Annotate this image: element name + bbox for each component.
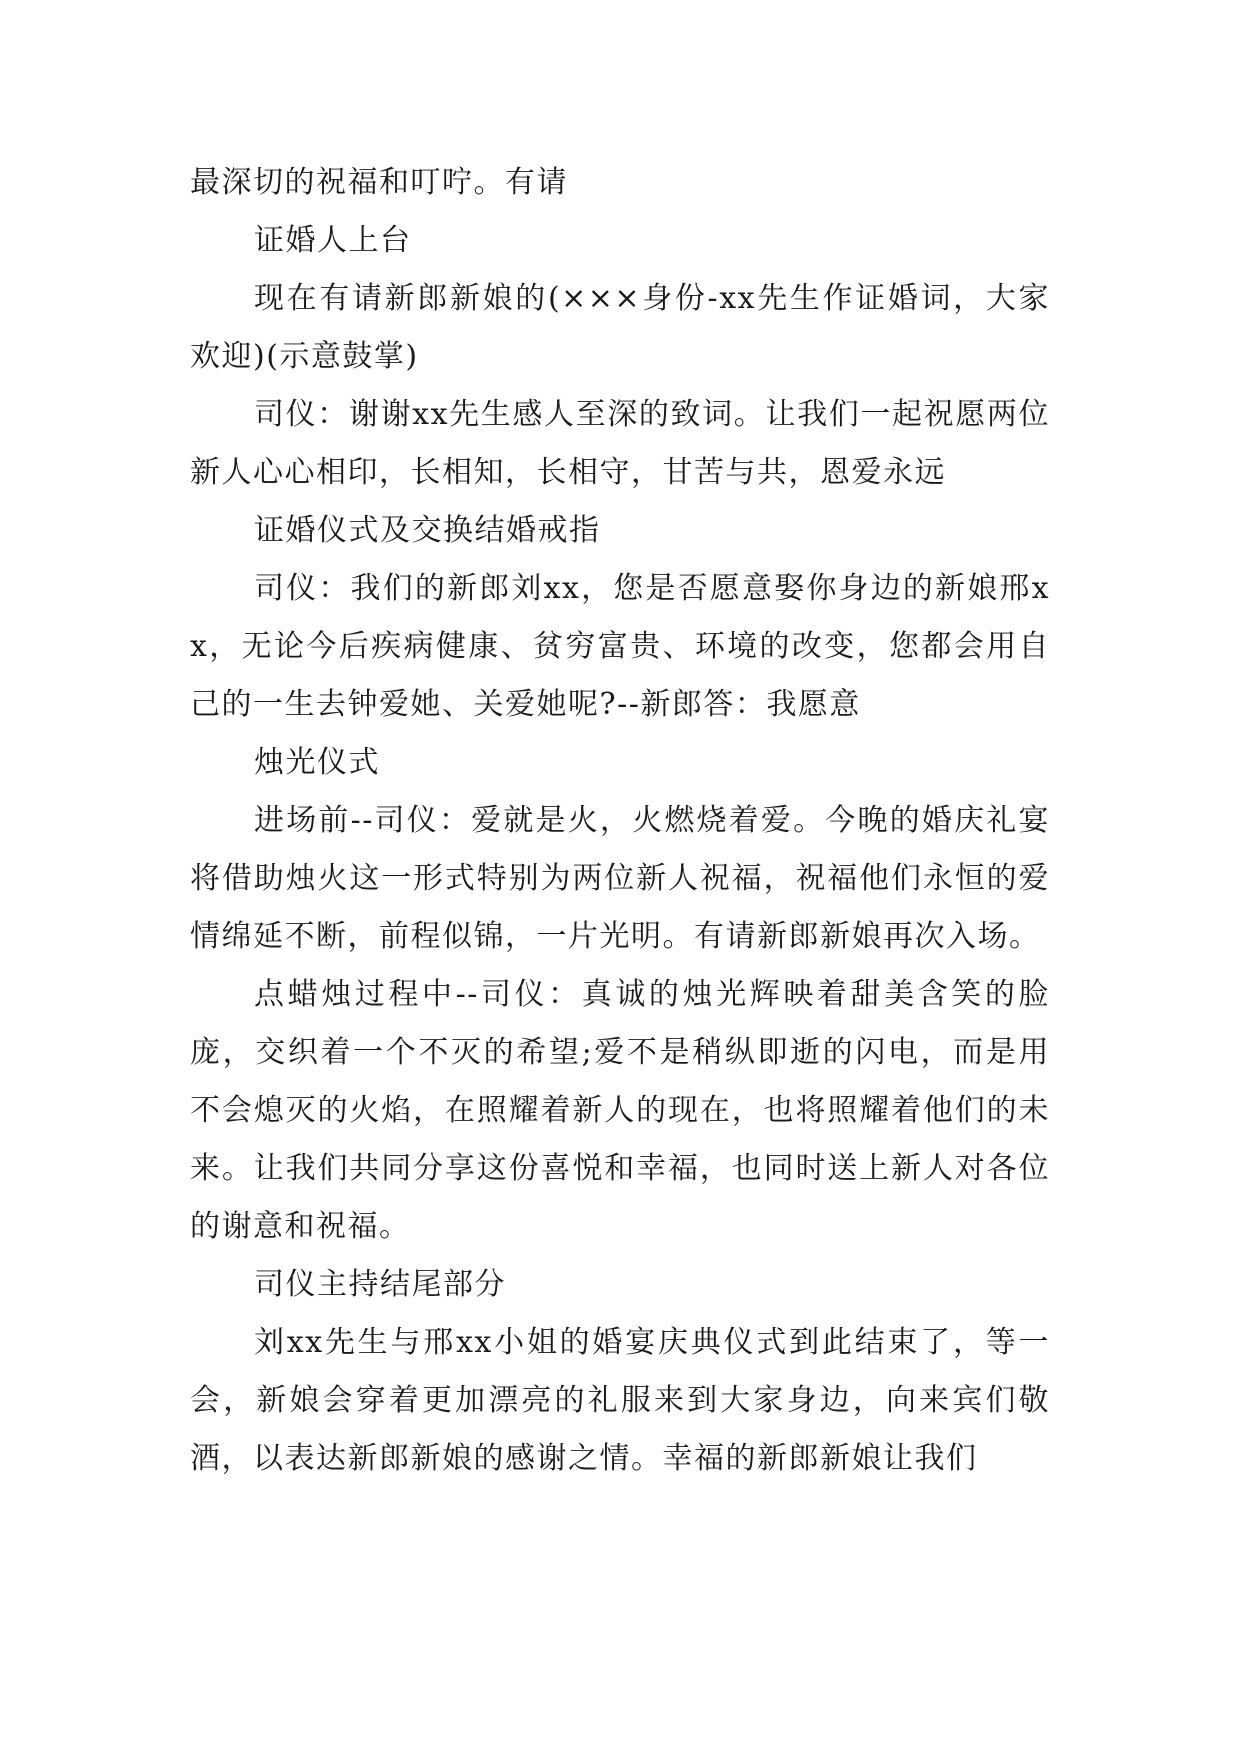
paragraph-7: 烛光仪式 — [254, 745, 380, 780]
paragraph-6: 司仪：我们的新郎刘xx，您是否愿意娶你身边的新娘邢xx，无论今后疾病健康、贫穷富贵、环境的改变，您都会用自己的一生去钟爱她、关爱她呢?--新郎答：我愿意 — [190, 571, 1050, 722]
paragraph-3: 现在有请新郎新娘的(×××身份-xx先生作证婚词，大家欢迎)(示意鼓掌) — [190, 281, 1050, 374]
paragraph-8: 进场前--司仪：爱就是火，火燃烧着爱。今晚的婚庆礼宴将借助烛火这一形式特别为两位新人祝福，祝福他们永恒的爱情绵延不断，前程似锦，一片光明。有请新郎新娘再次入场。 — [190, 803, 1050, 954]
paragraph-4: 司仪：谢谢xx先生感人至深的致词。让我们一起祝愿两位新人心心相印，长相知，长相守，甘苦与共，恩爱永远 — [190, 397, 1050, 490]
paragraph-9: 点蜡烛过程中--司仪：真诚的烛光辉映着甜美含笑的脸庞，交织着一个不灭的希望;爱不是稍纵即逝的闪电，而是用不会熄灭的火焰，在照耀着新人的现在，也将照耀着他们的未来。让我们共同分享这份喜悦和幸福，也同时送上新人对各位的谢意和祝福。 — [190, 977, 1050, 1244]
paragraph-1: 最深切的祝福和叮咛。有请 — [190, 165, 568, 200]
document-body — [190, 154, 1050, 1488]
paragraph-10: 司仪主持结尾部分 — [254, 1267, 506, 1302]
paragraph-11: 刘xx先生与邢xx小姐的婚宴庆典仪式到此结束了，等一会，新娘会穿着更加漂亮的礼服来到大家身边，向来宾们敬酒，以表达新郎新娘的感谢之情。幸福的新郎新娘让我们 — [190, 1325, 1050, 1476]
paragraph-2: 证婚人上台 — [254, 223, 412, 258]
paragraph-5: 证婚仪式及交换结婚戒指 — [254, 513, 601, 548]
